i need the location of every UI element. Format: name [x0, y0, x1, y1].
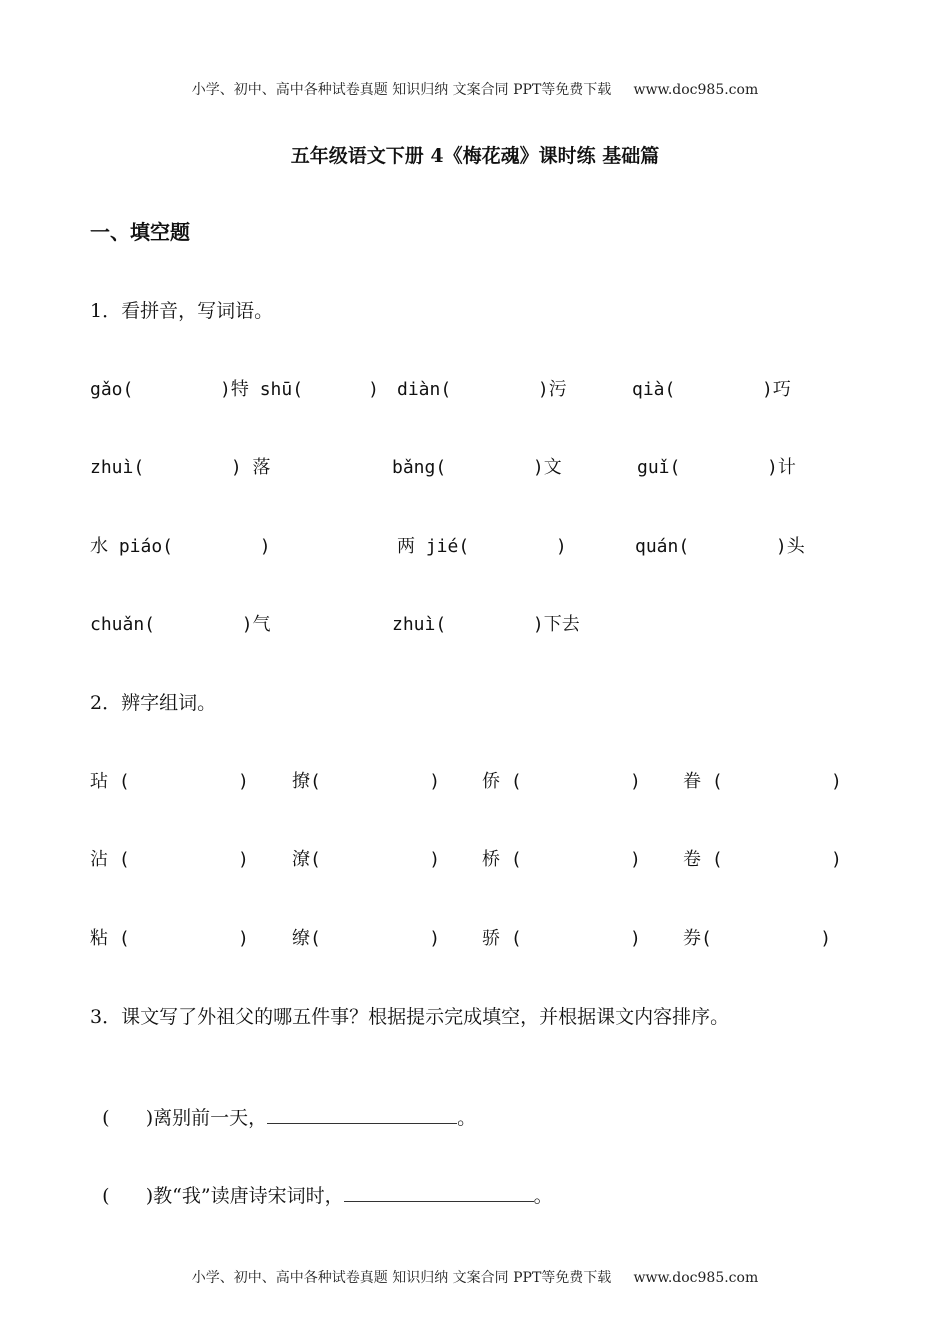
character-item: 沾 ( ) — [90, 849, 249, 870]
character-item: 骄 ( ) — [482, 928, 641, 949]
fill-sentence-suffix: 。 — [457, 1107, 477, 1129]
page-header: 小学、初中、高中各种试卷真题 知识归纳 文案合同 PPT等免费下载 www.doc985.com — [191, 82, 759, 98]
character-item: 桥 ( ) — [482, 849, 641, 870]
pinyin-item: 水 piáo( ) — [90, 536, 271, 557]
fill-sentence-prefix: ( )教“我”读唐诗宋词时， — [102, 1185, 344, 1207]
fill-sentence-suffix: 。 — [533, 1185, 553, 1207]
pinyin-item: guǐ( )计 — [637, 457, 796, 478]
question-1-prompt: 1．看拼音，写词语。 — [90, 300, 274, 322]
pinyin-item: diàn( )污 — [397, 379, 567, 400]
pinyin-item: qià( )巧 — [632, 379, 791, 400]
character-item: 潦( ) — [292, 849, 441, 870]
pinyin-item: 两 jié( ) — [397, 536, 567, 557]
fill-sentence-prefix: ( )离别前一天， — [102, 1107, 268, 1129]
character-item: 缭( ) — [292, 928, 441, 949]
character-item: 撩( ) — [292, 771, 441, 792]
pinyin-item: quán( )头 — [635, 536, 805, 557]
character-item: 粘 ( ) — [90, 928, 249, 949]
pinyin-item: zhuì( )下去 — [392, 614, 580, 635]
fill-sentence — [90, 1159, 553, 1208]
section-heading: 一、填空题 — [90, 220, 190, 244]
answer-blank[interactable] — [344, 1183, 534, 1202]
character-item: 券( ) — [683, 928, 832, 949]
question-3-prompt: 3．课文写了外祖父的哪五件事？根据提示完成填空，并根据课文内容排序。 — [90, 1006, 730, 1028]
pinyin-item: gǎo( )特 shū( ) — [90, 379, 379, 400]
answer-blank[interactable] — [267, 1105, 457, 1124]
character-item: 侨 ( ) — [482, 771, 641, 792]
pinyin-item: bǎng( )文 — [392, 457, 562, 478]
character-item: 卷 ( ) — [683, 849, 842, 870]
question-2-prompt: 2．辨字组词。 — [90, 692, 217, 714]
worksheet-title: 五年级语文下册 4《梅花魂》课时练 基础篇 — [290, 145, 660, 167]
pinyin-item: zhuì( ) 落 — [90, 457, 271, 478]
page-footer: 小学、初中、高中各种试卷真题 知识归纳 文案合同 PPT等免费下载 www.doc985.com — [191, 1270, 759, 1286]
pinyin-item: chuǎn( )气 — [90, 614, 271, 635]
fill-sentence — [90, 1081, 476, 1130]
character-item: 眷 ( ) — [683, 771, 842, 792]
character-item: 玷 ( ) — [90, 771, 249, 792]
